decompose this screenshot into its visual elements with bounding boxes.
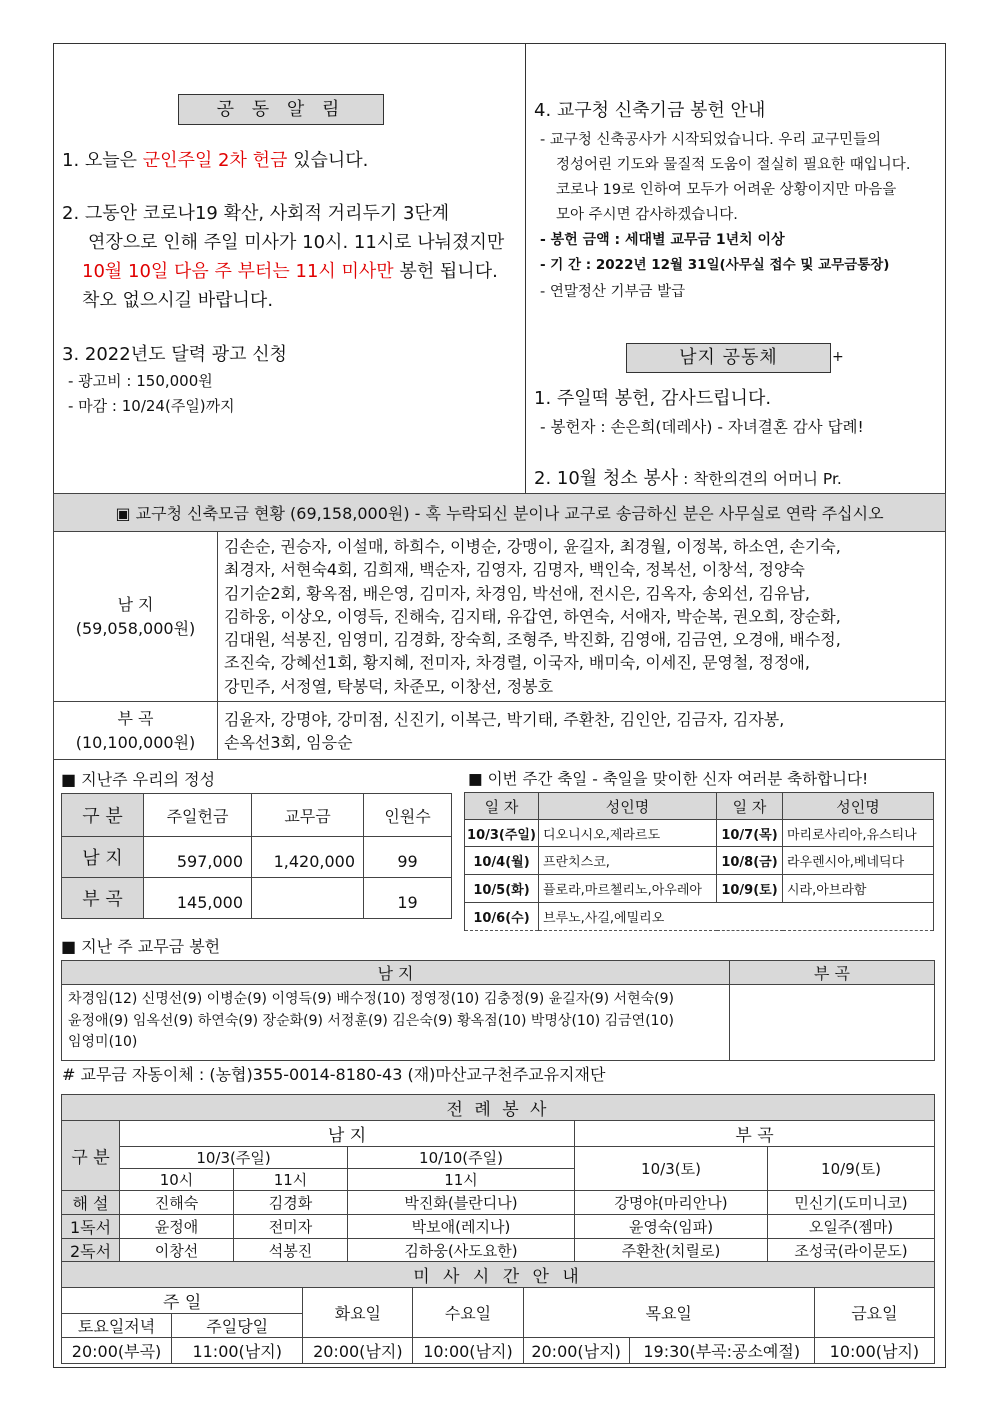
altar-category: 구 분 xyxy=(62,1121,120,1191)
altar-row: 2독서 이창선 석봉진 김하웅(사도요한) 주환찬(치릴로) 조성국(라이문도) xyxy=(62,1239,935,1263)
dues-title: ■ 지난 주 교무금 봉헌 xyxy=(61,937,221,956)
fund-bugok-names: 김윤자, 강명야, 강미점, 신진기, 이복근, 박기태, 주환찬, 김인안, 김금자, 김자봉, 손옥선3회, 임응순 xyxy=(218,702,946,760)
column-divider xyxy=(525,44,526,493)
plus-mark: + xyxy=(832,349,844,365)
altar-date: 10/3(주일) xyxy=(120,1147,348,1169)
feast-row: 10/3(주일) 디오니시오,제라르도 10/7(목) 마리로사리아,유스티나 xyxy=(465,820,934,847)
diocese-title: 4. 교구청 신축기금 봉헌 안내 xyxy=(534,100,766,121)
altar-time: 11시 xyxy=(348,1169,575,1191)
feast-header: 일 자 xyxy=(465,793,539,820)
feast-row: 10/4(월) 프란치스코, 10/8(금) 라우렌시아,베네딕다 xyxy=(465,847,934,875)
offering-header: 주일헌금 xyxy=(144,794,252,837)
feast-table xyxy=(464,792,934,931)
mass-day: 목요일 xyxy=(523,1288,814,1338)
altar-row: 1독서 윤정애 전미자 박보애(레지나) 윤영숙(임파) 오일주(젬마) xyxy=(62,1215,935,1239)
mass-sunday: 주 일 xyxy=(62,1288,303,1314)
fund-header: ▣ 교구청 신축모금 현황 (69,158,000원) - 혹 누락되신 분이나 교구로 송금하신 분은 사무실로 연락 주십시오 xyxy=(54,494,946,532)
notice-item-1: 1. 오늘은 군인주일 2차 헌금 있습니다. xyxy=(62,150,369,171)
mass-table xyxy=(61,1261,935,1364)
offering-header: 인원수 xyxy=(364,794,452,837)
altar-date: 10/9(토) xyxy=(768,1147,935,1191)
dues-namji-list: 차경임(12) 신명선(9) 이병순(9) 이영득(9) 배수정(10) 정영정(10) 김충정(9) 윤길자(9) 서현숙(9) 윤정애(9) 임옥선(9) 하연숙(9) 장순화(9) 서정훈(9) 김은숙(9) 황옥점(10) 박명상(10) 김금연(10) 임영미(10) xyxy=(62,985,730,1061)
offering-row: 부 곡 145,000 19 xyxy=(62,878,452,919)
dues-bugok-header: 부 곡 xyxy=(730,961,935,985)
namji-item-1: 1. 주일떡 봉헌, 감사드립니다. xyxy=(534,388,772,409)
offering-header: 구 분 xyxy=(62,794,144,837)
altar-namji: 남 지 xyxy=(120,1121,575,1147)
feast-title: ■ 이번 주간 축일 - 축일을 맞이한 신자 여러분 축하합니다! xyxy=(468,770,869,788)
altar-title: 전 례 봉 사 xyxy=(62,1095,935,1121)
feast-header: 성인명 xyxy=(539,793,717,820)
altar-bugok: 부 곡 xyxy=(575,1121,935,1147)
fund-bugok-label: 부 곡 (10,100,000원) xyxy=(54,702,218,760)
altar-date: 10/3(토) xyxy=(575,1147,768,1191)
offering-title: ■ 지난주 우리의 정성 xyxy=(61,770,216,789)
mass-day: 금요일 xyxy=(814,1288,934,1338)
namji-item-2: 2. 10월 청소 봉사 : 착한의견의 어머니 Pr. xyxy=(534,468,842,489)
altar-time: 10시 xyxy=(120,1169,234,1191)
mass-times-row: 20:00(부곡) 11:00(남지) 20:00(남지) 10:00(남지) 20:00(남지) 19:30(부곡:공소예절) 10:00(남지) xyxy=(62,1338,935,1364)
fund-namji-names: 김손순, 권승자, 이설매, 하희수, 이병순, 강맹이, 윤길자, 최경월, 이정복, 하소연, 손기숙, 최경자, 서현숙4회, 김희재, 백순자, 김영자, 김명자, 백인숙, 정복선, 이창석, 정양숙 김기순2회, 황옥점, 배은영, 김미자, 차경임, 박선애, 전시은, 김옥자, 송외선, 김유남, 김하웅, 이상오, 이영득, 진해숙, 김지태, 유갑연, 하연숙, 서애자, 박순복, 권오희, 장순화, 김대원, 석봉진, 임영미, 김경화, 장숙희, 조형주, 박진화, 김영애, 김금연, 오경애, 배수정, 조진숙, 강혜선1회, 황지혜, 전미자, 차경렬, 이국자, 배미숙, 이세진, 문영철, 정정애, 강민주, 서정열, 탁봉덕, 차준모, 이창선, 정봉호 xyxy=(218,532,946,702)
notice-item-3: 3. 2022년도 달력 광고 신청 - 광고비 : 150,000원 - 마감 : 10/24(주일)까지 xyxy=(62,344,287,415)
dues-namji-header: 남 지 xyxy=(62,961,730,985)
dues-bugok-list xyxy=(730,985,935,1061)
feast-header: 성인명 xyxy=(783,793,934,820)
mass-day: 주일당일 xyxy=(172,1314,303,1338)
altar-table xyxy=(61,1094,935,1263)
fund-namji-label: 남 지 (59,058,000원) xyxy=(54,532,218,702)
namji-title: 남지 공동체 xyxy=(626,343,831,373)
altar-date: 10/10(주일) xyxy=(348,1147,575,1169)
offering-row: 남 지 597,000 1,420,000 99 xyxy=(62,837,452,878)
notice-item-2: 2. 그동안 코로나19 확산, 사회적 거리두기 3단계 연장으로 인해 주일 미사가 10시. 11시로 나눠졌지만 10월 10일 다음 주 부터는 11시 미사만 봉헌 됩니다. 착오 없으시길 바랍니다. xyxy=(62,203,505,311)
feast-row: 10/5(화) 플로라,마르첼리노,아우레아 10/9(토) 시라,아브라함 xyxy=(465,875,934,903)
offering-header: 교무금 xyxy=(252,794,364,837)
altar-time: 11시 xyxy=(234,1169,348,1191)
namji-item-1-detail: - 봉헌자 : 손은희(데레사) - 자녀결혼 감사 답례! xyxy=(540,418,864,436)
mass-day: 토요일저녁 xyxy=(62,1314,172,1338)
dues-table xyxy=(61,960,935,1061)
feast-header: 일 자 xyxy=(717,793,783,820)
notice-title: 공 동 알 림 xyxy=(178,94,384,125)
diocese-body: - 교구청 신축공사가 시작되었습니다. 우리 교구민들의 정성어린 기도와 물질적 도움이 절실히 필요한 때입니다. 코로나 19로 인하여 모두가 어려운 상황이지만 마음을 모아 주시면 감사하겠습니다. - 봉헌 금액 : 세대별 교무금 1년치 이상 - 기 간 : 2022년 12월 31일(사무실 접수 및 교무금통장) - 연말정산 기부금 발급 xyxy=(540,132,911,300)
auto-transfer: # 교무금 자동이체 : (농협)355-0014-8180-43 (재)마산교구천주교유지재단 xyxy=(62,1065,606,1084)
mass-day: 화요일 xyxy=(303,1288,413,1338)
feast-row: 10/6(수) 브루노,사길,에밀리오 xyxy=(465,903,934,931)
altar-row: 해 설 진해숙 김경화 박진화(블란디나) 강명야(마리안나) 민신기(도미니코) xyxy=(62,1191,935,1215)
bulletin-page xyxy=(53,43,946,1368)
fund-table xyxy=(53,493,946,760)
mass-title: 미 사 시 간 안 내 xyxy=(62,1262,935,1288)
offering-table xyxy=(61,793,452,919)
mass-day: 수요일 xyxy=(413,1288,523,1338)
